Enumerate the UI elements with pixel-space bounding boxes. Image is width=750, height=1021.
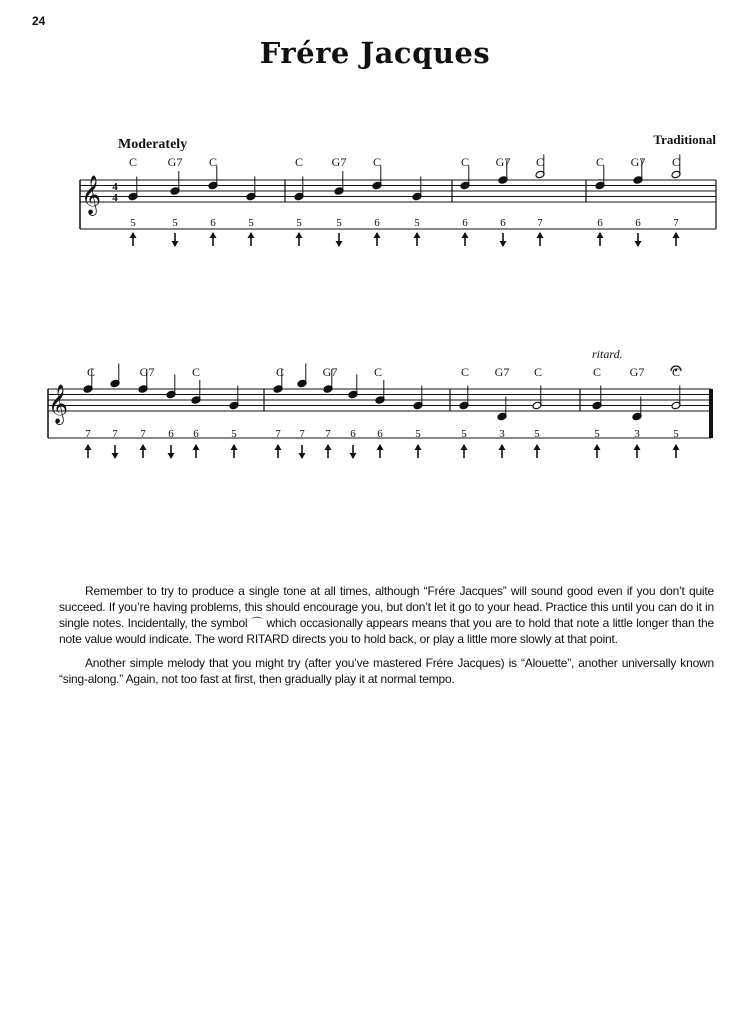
- chord-label: G7: [494, 365, 510, 379]
- treble-clef-icon: 𝄞: [80, 177, 102, 214]
- time-signature-top: 4: [112, 181, 118, 193]
- hole-number: 3: [499, 428, 505, 440]
- hole-number: 7: [537, 217, 543, 229]
- paragraph-1: Remember to try to produce a single tone at all times, although “Frére Jacques” will sound good even if you don’t quite succeed. If you’re having problems, this should encourage you, but don’t let it go to your head. Practice this until you can do it in single notes. Incidentally, the symbol ⌒ which occasionally appears means that you are to hold that note a little longer than the note value would indicate. The word RITARD directs you to hold back, or play a little more slowly at that point.: [59, 584, 714, 646]
- draw-arrow-icon: [635, 233, 642, 247]
- blow-arrow-icon: [414, 232, 421, 246]
- chord-label: C: [671, 155, 681, 169]
- chord-label: G7: [495, 155, 511, 169]
- composer-credit: Traditional: [653, 132, 716, 147]
- chord-label: C: [128, 155, 138, 169]
- hole-number: 6: [635, 217, 641, 229]
- blow-arrow-icon: [296, 232, 303, 246]
- hole-number: 6: [374, 217, 380, 229]
- song-title: Frére Jacques: [259, 36, 491, 70]
- hole-number: 5: [231, 428, 237, 440]
- hole-number: 6: [350, 428, 356, 440]
- blow-arrow-icon: [140, 444, 147, 458]
- hole-number: 6: [193, 428, 199, 440]
- draw-arrow-icon: [336, 233, 343, 247]
- hole-number: 6: [500, 217, 506, 229]
- hole-number: 6: [462, 217, 468, 229]
- chord-label: C: [275, 365, 285, 379]
- blow-arrow-icon: [415, 444, 422, 458]
- hole-number: 7: [275, 428, 281, 440]
- blow-arrow-icon: [325, 444, 332, 458]
- hole-number: 7: [325, 428, 331, 440]
- hole-number: 5: [594, 428, 600, 440]
- blow-arrow-icon: [673, 444, 680, 458]
- blow-arrow-icon: [210, 232, 217, 246]
- chord-label: G7: [331, 155, 347, 169]
- draw-arrow-icon: [350, 445, 357, 459]
- hole-number: 5: [336, 217, 342, 229]
- chord-label: C: [294, 155, 304, 169]
- blow-arrow-icon: [130, 232, 137, 246]
- treble-clef-icon: 𝄞: [47, 386, 69, 423]
- hole-number: 7: [85, 428, 91, 440]
- hole-number: 6: [168, 428, 174, 440]
- blow-arrow-icon: [673, 232, 680, 246]
- chord-label: G7: [630, 155, 646, 169]
- blow-arrow-icon: [374, 232, 381, 246]
- chord-label: C: [372, 155, 382, 169]
- chord-label: C: [373, 365, 383, 379]
- tempo-marking: Moderately: [118, 137, 188, 152]
- blow-arrow-icon: [597, 232, 604, 246]
- chord-label: C: [595, 155, 605, 169]
- chord-label: C: [460, 155, 470, 169]
- draw-arrow-icon: [299, 445, 306, 459]
- hole-number: 5: [296, 217, 302, 229]
- chord-label: C: [191, 365, 201, 379]
- blow-arrow-icon: [85, 444, 92, 458]
- hole-number: 5: [461, 428, 467, 440]
- instruction-text: [59, 583, 714, 695]
- draw-arrow-icon: [168, 445, 175, 459]
- chord-label: G7: [322, 365, 338, 379]
- hole-number: 6: [377, 428, 383, 440]
- hole-number: 7: [140, 428, 146, 440]
- hole-number: 7: [299, 428, 305, 440]
- hole-number: 5: [130, 217, 136, 229]
- draw-arrow-icon: [172, 233, 179, 247]
- chord-label: C: [460, 365, 470, 379]
- hole-number: 5: [248, 217, 254, 229]
- hole-number: 5: [414, 217, 420, 229]
- blow-arrow-icon: [193, 444, 200, 458]
- hole-number: 5: [534, 428, 540, 440]
- hole-number: 6: [210, 217, 216, 229]
- chord-label: C: [86, 365, 96, 379]
- blow-arrow-icon: [231, 444, 238, 458]
- hole-number: 7: [673, 217, 679, 229]
- blow-arrow-icon: [462, 232, 469, 246]
- blow-arrow-icon: [634, 444, 641, 458]
- draw-arrow-icon: [112, 445, 119, 459]
- chord-label: C: [671, 365, 681, 379]
- paragraph-2: Another simple melody that you might try (after you’ve mastered Frére Jacques) is “Alouette”, another universally known “sing-along.” Again, not too fast at first, then gradually play it at normal tempo.: [59, 656, 714, 686]
- blow-arrow-icon: [499, 444, 506, 458]
- blow-arrow-icon: [537, 232, 544, 246]
- hole-number: 5: [172, 217, 178, 229]
- blow-arrow-icon: [594, 444, 601, 458]
- chord-label: C: [208, 155, 218, 169]
- blow-arrow-icon: [377, 444, 384, 458]
- time-signature-bottom: 4: [112, 192, 118, 204]
- blow-arrow-icon: [534, 444, 541, 458]
- hole-number: 3: [634, 428, 640, 440]
- blow-arrow-icon: [248, 232, 255, 246]
- ritard-marking: ritard.: [592, 347, 623, 361]
- chord-label: C: [533, 365, 543, 379]
- hole-number: 5: [673, 428, 679, 440]
- page-number: 24: [32, 14, 46, 28]
- hole-number: 7: [112, 428, 118, 440]
- chord-label: C: [535, 155, 545, 169]
- chord-label: G7: [139, 365, 155, 379]
- chord-label: C: [592, 365, 602, 379]
- blow-arrow-icon: [461, 444, 468, 458]
- chord-label: G7: [167, 155, 183, 169]
- chord-label: G7: [629, 365, 645, 379]
- draw-arrow-icon: [500, 233, 507, 247]
- hole-number: 5: [415, 428, 421, 440]
- hole-number: 6: [597, 217, 603, 229]
- blow-arrow-icon: [275, 444, 282, 458]
